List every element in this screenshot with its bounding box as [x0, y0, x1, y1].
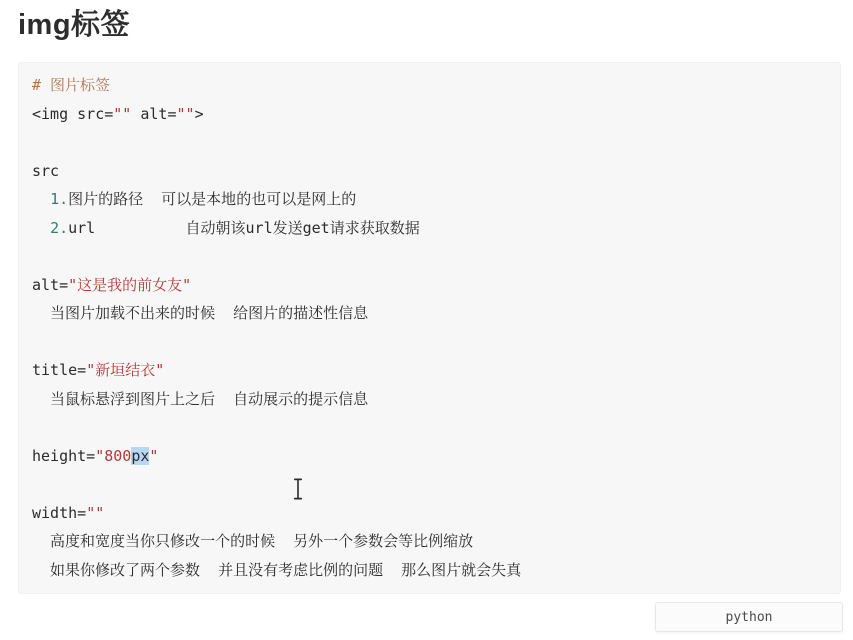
code-line — [32, 442, 827, 471]
code-line — [32, 299, 827, 328]
code-line — [32, 271, 827, 300]
code-segment-plain: src — [32, 161, 60, 180]
code-lines-container — [32, 71, 827, 584]
code-segment-string: "800 — [95, 446, 132, 465]
code-line — [32, 100, 827, 129]
code-line — [32, 499, 827, 528]
text-ibeam-cursor-icon — [292, 478, 304, 500]
code-segment-selected: px — [131, 446, 150, 465]
code-segment-number: 2. — [50, 218, 69, 237]
code-segment-plain: 图片的路径 可以是本地的也可以是网上的 — [68, 190, 357, 208]
code-segment-plain: > — [194, 104, 204, 123]
code-segment-plain: title= — [32, 361, 87, 379]
code-line — [32, 157, 827, 186]
code-segment-string: "" — [176, 104, 195, 123]
code-line — [32, 413, 827, 442]
code-block[interactable] — [18, 62, 841, 594]
language-badge[interactable]: python — [655, 602, 843, 632]
code-segment-comment: # 图片标签 — [32, 76, 111, 94]
code-line — [32, 385, 827, 414]
code-line — [32, 527, 827, 556]
code-line — [32, 356, 827, 385]
code-line — [32, 185, 827, 214]
code-segment-plain: 当图片加载不出来的时候 给图片的描述性信息 — [32, 304, 369, 322]
code-segment-number: 1. — [50, 190, 69, 208]
code-line — [32, 242, 827, 271]
code-segment-string: " — [149, 446, 159, 465]
code-segment-string: "" — [113, 104, 132, 123]
code-line — [32, 470, 827, 499]
code-segment-plain — [32, 219, 50, 237]
code-segment-string: "新垣结衣" — [86, 361, 165, 379]
code-line — [32, 328, 827, 357]
code-line — [32, 214, 827, 243]
page-title: img标签 — [18, 9, 131, 41]
code-segment-plain: 当鼠标悬浮到图片上之后 自动展示的提示信息 — [32, 389, 369, 408]
code-segment-plain: 如果你修改了两个参数 并且没有考虑比例的问题 那么图片就会失真 — [32, 560, 522, 579]
code-segment-plain: height= — [32, 446, 96, 465]
code-line — [32, 128, 827, 157]
code-segment-plain: 高度和宽度当你只修改一个的时候 另外一个参数会等比例缩放 — [32, 532, 474, 550]
code-segment-plain: alt= — [32, 275, 69, 294]
code-segment-plain: url 自动朝该url发送get请求获取数据 — [68, 218, 420, 237]
code-segment-plain — [32, 190, 50, 208]
code-segment-plain: alt= — [131, 104, 177, 123]
code-segment-string: "" — [86, 503, 105, 522]
code-segment-string: "这是我的前女友" — [68, 275, 192, 294]
code-line — [32, 71, 827, 100]
code-segment-plain: <img src= — [32, 104, 114, 123]
code-segment-plain: width= — [32, 503, 87, 522]
code-line — [32, 556, 827, 585]
